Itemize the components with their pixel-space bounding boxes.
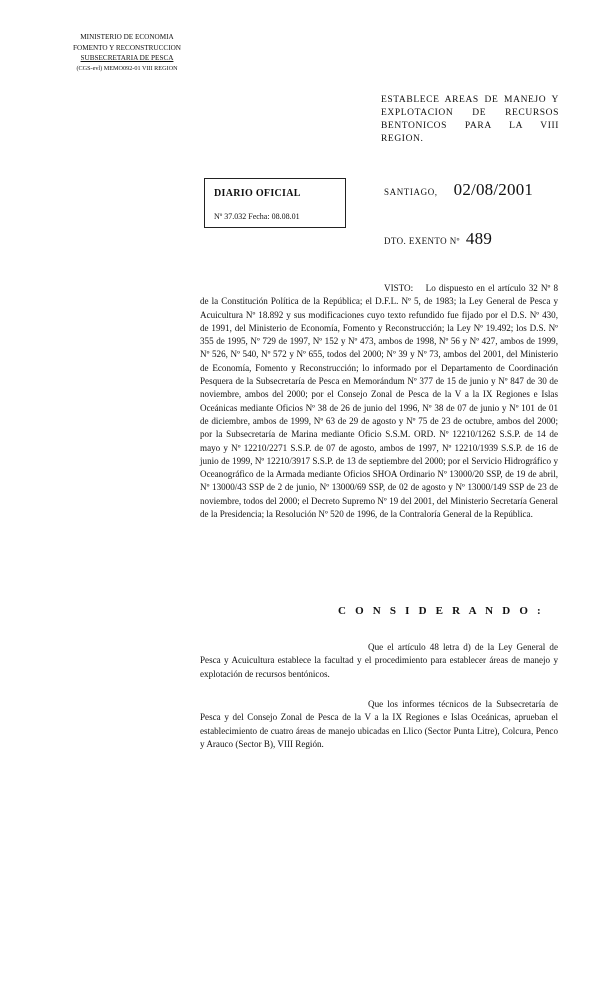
considerando-heading: C O N S I D E R A N D O : xyxy=(338,605,544,617)
decree-number: 489 xyxy=(465,229,493,248)
visto-text: Lo dispuesto en el artículo 32 Nº 8 de la Constitución Política de la República; el D.F.L. Nº 5, de 1983; la Ley General de Pesca y Acuicultura Nº 18.892 y sus modificaciones cuyo texto refundido fue fijado por el D.S. Nº 430, de 1991, del Ministerio de Economía, Fomento y Reconstrucción; la Ley Nº 19.492; los D.S. Nº 355 de 1995, Nº 729 de 1997, Nº 152 y Nº 473, ambos de 1998, Nº 56 y Nº 427, ambos de 1999, Nº 526, Nº 540, Nº 572 y Nº 655, todos del 2000; Nº 39 y Nº 73, ambos del 2001, del Ministerio de Economía, Fomento y Reconstrucción; lo informado por el Departamento de Coordinación Pesquera de la Subsecretaría de Pesca en Memorándum Nº 377 de 15 de junio y Nº 847 de 30 de noviembre, ambos del 2000; por el Consejo Zonal de Pesca de la V a la IX Regiones e Islas Oceánicas mediante Oficios Nº 38 de 26 de junio del 1996, Nº 38 de 07 de junio y Nº 101 de 01 de diciembre, ambos de 1999, Nº 63 de 29 de agosto y Nº 75 de 23 de octubre, ambos del 2000; por la Subsecretaría de Marina mediante Oficio S.S.M. ORD. Nº 12210/1262 S.S.P. de 14 de mayo y Nº 12210/2271 S.S.P. de 07 de agosto, ambos de 1997, Nº 12210/1939 S.S.P. de 16 de junio de 1999, Nº 12210/3917 S.S.P. de 13 de septiembre del 2000; por el Servicio Hidrográfico y Oceanográfico de la Armada mediante Oficios SHOA Ordinario Nº 13000/20 SSP, de 19 de abril, Nº 13000/43 SSP de 2 de junio, Nº 13000/69 SSP, de 02 de agosto y Nº 13000/149 SSP de 23 de noviembre, todos del 2000; el Decreto Supremo Nº 19 del 2001, del Ministerio Secretaría General de la Presidencia; la Resolución Nº 520 de 1996, de la Contraloría General de la República. xyxy=(200,283,558,520)
visto-label: VISTO: xyxy=(384,283,414,293)
ministry-name: MINISTERIO DE ECONOMIA xyxy=(80,33,174,41)
memo-reference: (CGS-evl) MEMO092-01 VIII REGION xyxy=(76,64,178,72)
letterhead xyxy=(52,32,202,74)
considerando-text-1: Que el artículo 48 letra d) de la Ley General de Pesca y Acuicultura establece la facultad y el procedimiento para establecer áreas de manejo y explotación de recursos bentónicos. xyxy=(200,642,558,679)
diario-oficial-box xyxy=(204,178,346,228)
decree-date: 02/08/2001 xyxy=(453,180,534,199)
ministry-subname: FOMENTO Y RECONSTRUCCION xyxy=(73,43,181,52)
considerando-text-2: Que los informes técnicos de la Subsecretaría de Pesca y del Consejo Zonal de Pesca de la V a la IX Regiones e Islas Oceánicas, aprueban el establecimiento de cuatro áreas de manejo ubicadas en Llico (Sector Punta Litre), Colcura, Penco y Arauco (Sector B), VIII Región. xyxy=(200,699,558,749)
decree-subject: ESTABLECE AREAS DE MANEJO Y EXPLOTACION DE RECURSOS BENTONICOS PARA LA VIII REGION. xyxy=(381,95,559,144)
diario-oficial-detail: Nº 37.032 Fecha: 08.08.01 xyxy=(214,212,300,221)
decree-label: DTO. EXENTO Nº xyxy=(384,236,460,246)
decree-number-line xyxy=(384,229,492,249)
place-date xyxy=(384,180,533,200)
place-label: SANTIAGO, xyxy=(384,187,438,197)
considerando-paragraph-1 xyxy=(200,641,558,681)
considerando-paragraph-2 xyxy=(200,698,558,751)
diario-oficial-title: DIARIO OFICIAL xyxy=(214,188,301,199)
visto-section xyxy=(200,282,558,521)
subsecretary-name: SUBSECRETARIA DE PESCA xyxy=(80,54,174,62)
